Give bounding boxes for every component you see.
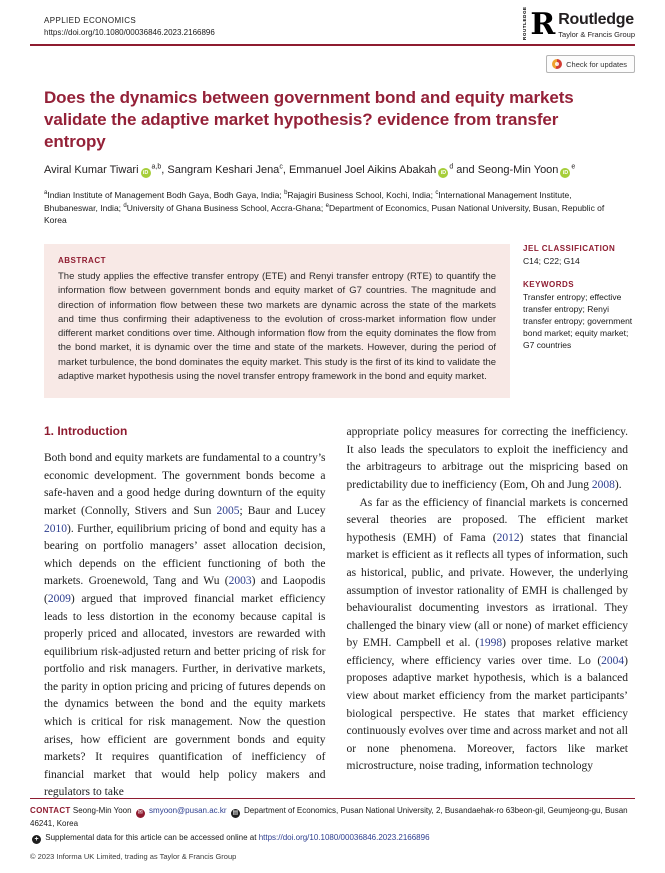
affiliation-text: Department of Economics, Pusan National University, Busan, Republic of Korea xyxy=(44,202,605,226)
supplemental-icon xyxy=(32,835,41,844)
paragraph-text: ). xyxy=(614,478,622,491)
footer-rule xyxy=(30,798,635,799)
paragraph-text: ) proposes adaptive market hypothesis, which is a balanced view about market efficiency from the market participants’ biological perspective. He states that market efficiency continuously evolves over time and across market and not all or none phenomena. Moreover, factors like market microstructure, noise trading, information technology xyxy=(346,654,628,773)
badge-row xyxy=(0,46,665,73)
body-columns xyxy=(44,424,628,802)
section-heading-introduction: 1. Introduction xyxy=(44,424,128,439)
citation-link[interactable]: 2009 xyxy=(47,592,71,605)
author-list xyxy=(44,163,621,178)
jel-heading: JEL CLASSIFICATION xyxy=(523,244,616,254)
crossmark-icon xyxy=(552,59,562,69)
author-affiliation-sup: d xyxy=(449,163,454,171)
keywords-block xyxy=(523,280,635,351)
left-column xyxy=(44,424,326,802)
routledge-logo xyxy=(522,6,635,42)
right-column xyxy=(347,424,629,802)
check-for-updates-button[interactable] xyxy=(546,55,635,73)
author: Sangram Keshari Jena$^c$, xyxy=(167,163,289,176)
paragraph-text: As far as the efficiency of financial markets is concerned several theories are proposed. The efficient market hypothesis (EMH) of Fama ( xyxy=(346,496,628,544)
paragraph-text: ) argued that improved financial market efficiency leads to less distortion in the economy because capital is properly priced and allocated, investors are rewarded with equilibrium risk-adjusted return and better pricing of risk for portfolio and risk managers. Further, in derivative markets, the parity in option pricing and pricing of futures depends on the dynamics between the bond and the equity markets which is critical for risk management. Now the question arises, how efficient are government bonds and equity markets? It requires quantification of inefficiency of financial market that would help policy makers and regulators to take xyxy=(44,592,326,799)
keywords-heading: KEYWORDS xyxy=(523,280,575,290)
orcid-icon[interactable]: iD xyxy=(560,168,570,178)
citation-link[interactable]: 2005 xyxy=(216,504,240,517)
contact-label: CONTACT xyxy=(30,806,71,815)
paragraph xyxy=(347,495,629,777)
paragraph-text: ). Further, equilibrium pricing of bond and equity has a bearing on portfolio managers’ asset allocation decision, which depends on the efficient functioning of both the markets. Groenewold, Tang and Wu ( xyxy=(44,522,326,588)
paragraph-text: ) and Laopodis ( xyxy=(44,575,326,605)
affiliation-sup: b xyxy=(284,190,288,197)
jel-codes: C14; C22; G14 xyxy=(523,256,580,267)
affiliation-sup: a xyxy=(44,190,48,197)
paragraph-text: ) states that financial market is efficient as it reflects all types of information, such as historical, public, and private. However, the underlying assumption of investor rationality of EMH is challenged by behaviouralist documenting investors as irrational. They challenged the binary view (all or none) of market efficiency by EMH. Campbell et al. ( xyxy=(346,531,628,650)
paragraph-text: ; Baur and Lucey xyxy=(239,504,326,517)
logo-vertical-text: ROUTLEDGE xyxy=(522,6,528,40)
affiliation-text: International Management Institute, Bhubaneswar, India; xyxy=(44,189,572,213)
email-icon xyxy=(136,809,145,818)
building-icon xyxy=(231,809,240,818)
copyright-line: © 2023 Informa UK Limited, trading as Taylor & Francis Group xyxy=(30,852,237,861)
author-affiliation-sup: e xyxy=(571,163,576,171)
page-header xyxy=(0,0,665,40)
supplemental-line xyxy=(30,833,635,844)
publisher-group: Taylor & Francis Group xyxy=(558,30,635,39)
abstract-row xyxy=(44,244,635,398)
abstract-text: The study applies the effective transfer entropy (ETE) and Renyi transfer entropy (RTE) to quantify the information flow between government bonds and equity market of G7 countries. The magnitude and direction of information flow between these two markets are dynamic across the state of the markets and time thus confirming their adaptiveness to the evolution of cross-market information flow under different market conditions over time. Although information flow from the equity dominates the flow from the bond market, it is dynamic over the time and state of the markets. However, during the period of market turbulence, the bond dominates the equity market. This study is the first of its kind to validate the adaptive market hypothesis using the novel transfer entropy framework in the bond and equity market. xyxy=(58,271,497,382)
affiliation-sup: c xyxy=(435,190,439,197)
citation-link[interactable]: 2010 xyxy=(44,522,67,535)
supplemental-text: Supplemental data for this article can be accessed online at xyxy=(45,833,259,842)
citation-link[interactable]: 2003 xyxy=(228,575,252,588)
article-title: Does the dynamics between government bond and equity markets validate the adaptive market hypothesis? evidence from transfer entropy xyxy=(44,88,574,151)
author: Seong-Min Yoon $iD^e$ xyxy=(477,163,576,176)
abstract-box xyxy=(44,244,510,398)
logo-text xyxy=(558,10,635,39)
abstract-heading: ABSTRACT xyxy=(58,256,106,266)
paragraph xyxy=(44,450,326,802)
citation-link[interactable]: 2012 xyxy=(496,531,520,544)
paragraph-text: appropriate policy measures for correcting the inefficiency. It also leads the speculators to exploit the inefficiency and the arbitrageurs to arbitrage out the mispricing based on predictability due to inefficiency (Eom, Oh and Jung xyxy=(346,426,628,491)
affiliation-text: Indian Institute of Management Bodh Gaya, Bodh Gaya, India; xyxy=(47,189,285,200)
journal-block xyxy=(44,12,215,37)
affiliation-text: University of Ghana Business School, Accra-Ghana; xyxy=(126,202,326,213)
right-column-text xyxy=(347,424,629,776)
contact-line xyxy=(30,805,635,830)
paragraph xyxy=(347,424,629,494)
author: Aviral Kumar Tiwari iD$^{a,b}$, xyxy=(44,163,168,176)
citation-link[interactable]: 1998 xyxy=(479,637,503,650)
affiliations xyxy=(44,189,621,227)
contact-name: Seong-Min Yoon xyxy=(72,806,132,815)
contact-address: Department of Economics, Pusan National University, 2, Busandaehak-ro 63beon-gil, Geumjeong-gu, Busan 46241, Korea xyxy=(30,806,628,828)
keywords-text: Transfer entropy; effective transfer entropy; Renyi transfer entropy; government bond market; equity market; G7 countries xyxy=(523,292,633,350)
citation-link[interactable]: 2008 xyxy=(591,478,615,491)
affiliation-text: Rajagiri Business School, Kochi, India; xyxy=(287,189,436,200)
left-column-text xyxy=(44,450,326,802)
citation-link[interactable]: 2004 xyxy=(601,654,625,667)
check-for-updates-label: Check for updates xyxy=(566,59,627,69)
orcid-icon[interactable]: iD xyxy=(141,168,151,178)
author-affiliation-sup: a,b xyxy=(151,163,162,171)
paragraph-text: Both bond and equity markets are fundamental to a country’s economic development. The government bonds become a safe-haven and a good hedge during downturn of the equity market (Connolly, Stivers and Sun xyxy=(44,452,326,517)
affiliation-sup: e xyxy=(325,202,329,209)
page-footer xyxy=(30,798,635,861)
side-column xyxy=(523,244,635,398)
routledge-r-mark: R xyxy=(530,7,556,42)
author-affiliation-sup: c xyxy=(279,163,283,171)
publisher-name: Routledge xyxy=(558,11,634,28)
paragraph-text: ) proposes relative market efficiency, where efficiency varies over time. Lo ( xyxy=(346,637,628,667)
contact-email-link[interactable]: smyoon@pusan.ac.kr xyxy=(149,806,227,815)
affiliation-sup: d xyxy=(123,202,127,209)
journal-name: APPLIED ECONOMICS xyxy=(44,16,137,25)
journal-doi[interactable]: https://doi.org/10.1080/00036846.2023.2166896 xyxy=(44,28,215,37)
supplemental-doi-link[interactable]: https://doi.org/10.1080/00036846.2023.2166896 xyxy=(258,833,430,842)
author: Emmanuel Joel Aikins Abakah $iD^d$ and xyxy=(288,163,478,176)
orcid-icon[interactable]: iD xyxy=(438,168,448,178)
